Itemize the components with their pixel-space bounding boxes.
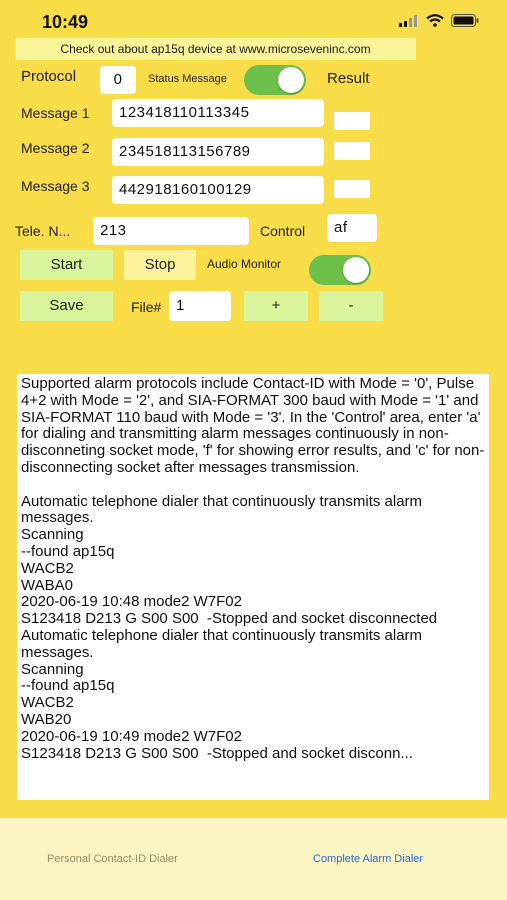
tele-label: Tele. N... (15, 223, 71, 239)
audio-monitor-toggle[interactable] (309, 255, 371, 285)
file-number-label: File# (131, 299, 162, 315)
control-input[interactable]: af (327, 214, 377, 242)
protocol-label: Protocol (21, 68, 77, 85)
status-time: 10:49 (42, 12, 89, 32)
tab-personal-contact-id-dialer[interactable]: Personal Contact-ID Dialer (47, 853, 178, 865)
result-label: Result (327, 70, 370, 87)
promo-banner[interactable]: Check out about ap15q device at www.microseveninc.com (15, 38, 416, 60)
message-2-result (334, 142, 370, 160)
protocol-input[interactable]: 0 (100, 66, 136, 94)
status-message-label: Status Message (148, 73, 227, 85)
stop-button[interactable]: Stop (124, 250, 196, 280)
output-log[interactable]: Supported alarm protocols include Contact-ID with Mode = '0', Pulse 4+2 with Mode = '2', and SIA-FORMAT 300 baud with Mode = '1' and SIA-FORMAT 110 baud with Mode = '3'. In the 'Control' area, enter 'a' for dialing and transmitting alarm messages continuously in non-disconneting socket mode, 'f' for showing error results, and 'c' for non-disconnecting socket after messages transmission. Automatic telephone dialer that continuously transmits alarm messages. Scanning --found ap15q WACB2 WABA0 2020-06-19 10:48 mode2 W7F02 S123418 D213 G S00 S00 -Stopped and socket disconnected Automatic telephone dialer that continuously transmits alarm messages. Scanning --found ap15q WACB2 WAB20 2020-06-19 10:49 mode2 W7F02 S123418 D213 G S00 S00 -Stopped and socket disconn... (17, 374, 489, 800)
increment-button[interactable]: + (244, 291, 308, 321)
status-message-toggle[interactable] (244, 65, 306, 95)
start-button[interactable]: Start (20, 250, 113, 280)
save-button[interactable]: Save (20, 291, 113, 321)
tele-input[interactable]: 213 (93, 217, 249, 245)
message-3-input[interactable]: 442918160100129 (112, 176, 324, 204)
wifi-icon (426, 14, 444, 27)
tab-complete-alarm-dialer[interactable]: Complete Alarm Dialer (313, 853, 424, 865)
message-1-input[interactable]: 123418110113345 (112, 99, 324, 127)
file-number-input[interactable]: 1 (169, 291, 231, 321)
audio-monitor-label: Audio Monitor (207, 257, 282, 271)
toggle-knob (343, 257, 369, 283)
toggle-knob (278, 67, 304, 93)
message-2-input[interactable]: 234518113156789 (112, 138, 324, 166)
tab-bar (0, 818, 507, 900)
message-1-label: Message 1 (21, 105, 90, 121)
status-icons (399, 14, 479, 27)
message-3-result (334, 180, 370, 198)
message-1-result (334, 112, 370, 130)
battery-icon (451, 14, 479, 27)
control-label: Control (260, 223, 306, 239)
message-3-label: Message 3 (21, 178, 90, 194)
signal-icon (399, 15, 419, 27)
message-2-label: Message 2 (21, 140, 90, 156)
decrement-button[interactable]: - (319, 291, 383, 321)
